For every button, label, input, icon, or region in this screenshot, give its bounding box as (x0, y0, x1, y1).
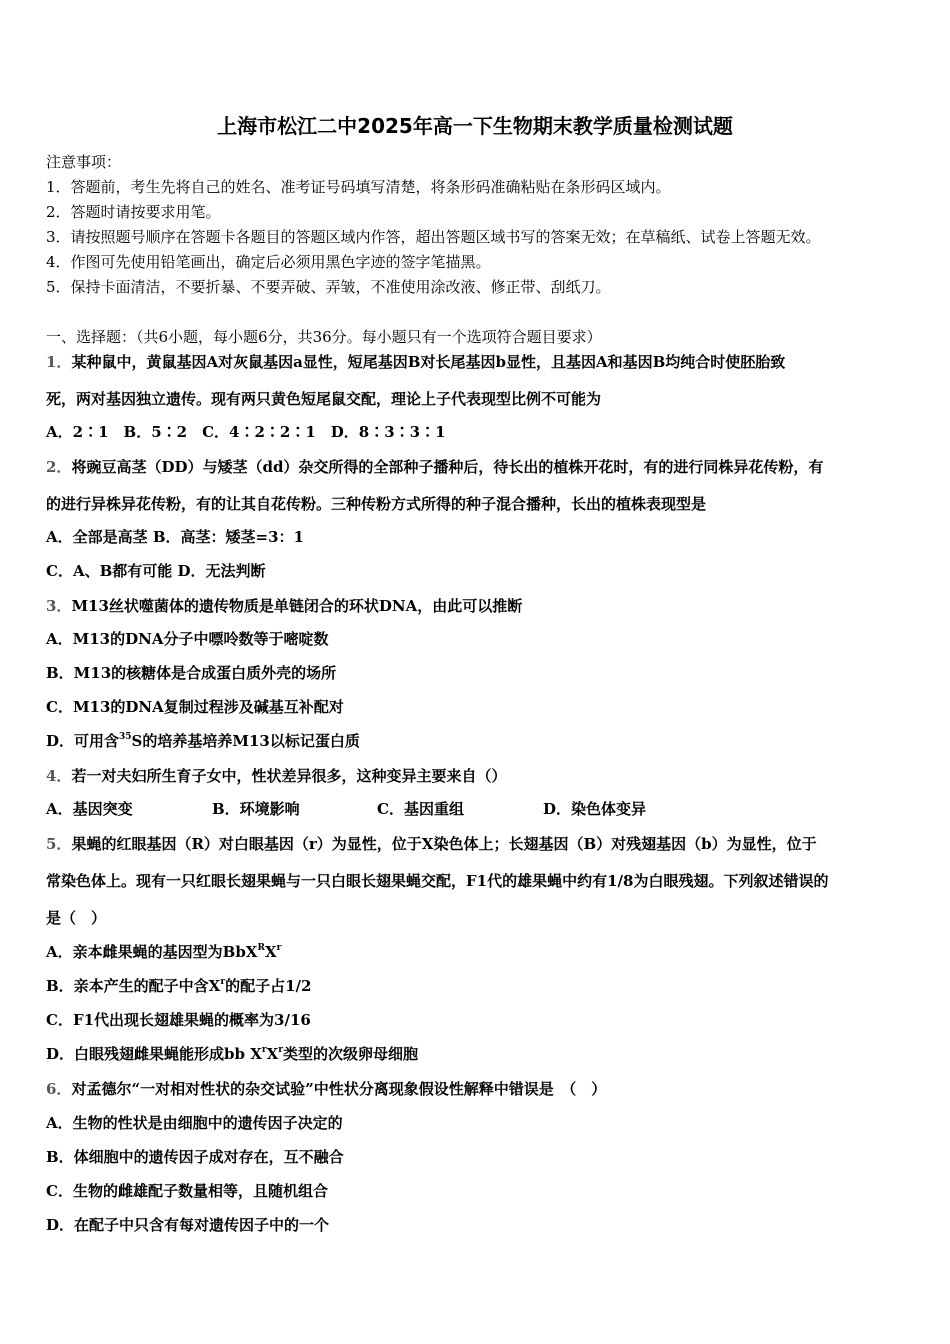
q4-option-d: D．染色体变异 (543, 800, 647, 818)
q5-number: 5． (46, 835, 72, 853)
q5-option-b: B．亲本产生的配子中含$X^r$的配子占1/2 (46, 977, 312, 995)
page-title: 上海市松江二中2025年高一下生物期末教学质量检测试题 (217, 114, 733, 138)
q4-option-c: C．基因重组 (377, 800, 464, 818)
q3-option-a: A．M13的DNA分子中嘌呤数等于嘧啶数 (46, 630, 329, 648)
q4-number: 4． (46, 767, 72, 785)
q1-options: A．2∶1 B．5∶2 C．4∶2∶2∶1 D．8∶3∶3∶1 (46, 423, 446, 441)
q3-option-d: D．可用含$^{35}$S的培养基培养M13以标记蛋白质 (46, 732, 360, 750)
notice-item-5: 5．保持卡面清洁，不要折暴、不要弄破、弄皱，不准使用涂改液、修正带、刮纸刀。 (46, 278, 611, 296)
q2-number: 2． (46, 458, 72, 476)
q2-stem-line2: 的进行异株异花传粉，有的让其自花传粉。三种传粉方式所得的种子混合播种，长出的植株表现型是 (46, 495, 707, 513)
q6-stem: 6．对孟德尔“一对相对性状的杂交试验”中性状分离现象假设性解释中错误是 （ ） (46, 1080, 607, 1098)
q4-option-a: A．基因突变 (46, 800, 133, 818)
notice-item-2: 2．答题时请按要求用笔。 (46, 203, 221, 221)
q5-stem-line2: 常染色体上。现有一只红眼长翅果蝇与一只白眼长翅果蝇交配，F1代的雄果蝇中约有1/8为白眼残翅。下列叙述错误的 (46, 872, 829, 890)
q5-option-a: A．亲本雌果蝇的基因型为$BbX^RX^r$ (46, 943, 282, 961)
q3-number: 3． (46, 597, 72, 615)
notice-item-3: 3．请按照题号顺序在答题卡各题目的答题区域内作答，超出答题区域书写的答案无效；在草稿纸、试卷上答题无效。 (46, 228, 821, 246)
q1-stem-line2: 死，两对基因独立遗传。现有两只黄色短尾鼠交配，理论上子代表现型比例不可能为 (46, 390, 602, 408)
q6-option-d: D．在配子中只含有每对遗传因子中的一个 (46, 1216, 330, 1234)
notice-item-1: 1．答题前，考生先将自己的姓名、准考证号码填写清楚，将条形码准确粘贴在条形码区域内。 (46, 178, 671, 196)
q4-option-b: B．环境影响 (212, 800, 300, 818)
q2-stem-line1: 2．将豌豆高茎（DD）与矮茎（dd）杂交所得的全部种子播种后，待长出的植株开花时，有的进行同株异花传粉，有 (46, 458, 824, 476)
q3-option-b: B．M13的核糖体是合成蛋白质外壳的场所 (46, 664, 337, 682)
q2-options-1: A．全部是高茎 B．高茎：矮茎=3：1 (46, 528, 304, 546)
notice-item-4: 4．作图可先使用铅笔画出，确定后必须用黑色字迹的签字笔描黑。 (46, 253, 491, 271)
q2-options-2: C．A、B都有可能 D．无法判断 (46, 562, 266, 580)
q6-option-c: C．生物的雌雄配子数量相等，且随机组合 (46, 1182, 328, 1200)
q5-stem-line3: 是（ ） (46, 909, 107, 927)
notice-heading: 注意事项： (46, 153, 122, 171)
q6-number: 6． (46, 1080, 72, 1098)
section-heading: 一、选择题：（共6小题，每小题6分，共36分。每小题只有一个选项符合题目要求） (46, 328, 602, 346)
q3-stem: 3．M13丝状噬菌体的遗传物质是单链闭合的环状DNA，由此可以推断 (46, 597, 523, 615)
q3-option-c: C．M13的DNA复制过程涉及碱基互补配对 (46, 698, 344, 716)
q5-option-d: D．白眼残翅雌果蝇能形成bb $X^rX^r$类型的次级卵母细胞 (46, 1045, 419, 1063)
q6-option-a: A．生物的性状是由细胞中的遗传因子决定的 (46, 1114, 343, 1132)
q1-stem-line1: 1．某种鼠中，黄鼠基因A对灰鼠基因a显性，短尾基因B对长尾基因b显性，且基因A和基因B均纯合时使胚胎致 (46, 353, 786, 371)
q5-stem-line1: 5．果蝇的红眼基因（R）对白眼基因（r）为显性，位于X染色体上；长翅基因（B）对残翅基因（b）为显性，位于 (46, 835, 817, 853)
q4-stem: 4．若一对夫妇所生育子女中，性状差异很多，这种变异主要来自（） (46, 767, 507, 785)
q1-number: 1． (46, 353, 72, 371)
q6-option-b: B．体细胞中的遗传因子成对存在，互不融合 (46, 1148, 344, 1166)
q5-option-c: C．F1代出现长翅雄果蝇的概率为3/16 (46, 1011, 311, 1029)
